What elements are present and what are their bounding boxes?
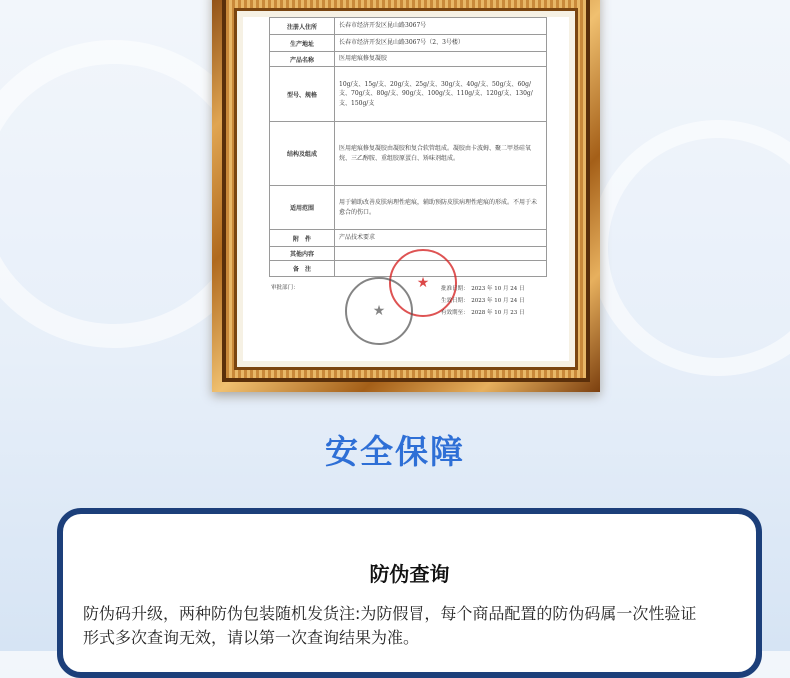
certificate-frame: [212, 0, 600, 392]
row-value: 10g/支、15g/支、20g/支、25g/支、30g/支、40g/支、50g/支、60g/支、70g/支、80g/支、90g/支、100g/支、110g/支、120g/支、130g/支、150g/支: [335, 67, 547, 122]
background-swirl: [590, 120, 790, 376]
row-label: 备 注: [270, 261, 335, 277]
row-label: 注册人住所: [270, 18, 335, 35]
table-row: [270, 67, 547, 122]
row-value: 医用疤痕修复凝胶: [335, 52, 547, 67]
card-body: 防伪码升级，两种防伪包装随机发货注:为防假冒，每个商品配置的防伪码属一次性验证形式多次查询无效，请以第一次查询结果为准。: [83, 604, 697, 647]
row-value: 长春市经济开发区昆山路3067号（2、3号楼）: [335, 35, 547, 52]
anti-counterfeit-card: [57, 508, 762, 678]
section-title: 安全保障: [325, 432, 465, 471]
certificate-paper: [243, 17, 569, 361]
table-row: [270, 186, 547, 230]
table-row: [270, 122, 547, 186]
table-row: [270, 230, 547, 247]
row-label: 附 件: [270, 230, 335, 247]
row-label: 生产地址: [270, 35, 335, 52]
frame-mat: [234, 8, 578, 370]
table-row: [270, 35, 547, 52]
certificate-table: [269, 17, 547, 277]
audit-label: 审批部门：: [271, 285, 299, 291]
red-seal-icon: ★: [389, 249, 457, 317]
row-label: 其他内容: [270, 247, 335, 261]
table-row: [270, 52, 547, 67]
card-title: 防伪查询: [369, 562, 450, 586]
row-value: 产品技术要求: [335, 230, 547, 247]
frame-ornament: [222, 0, 590, 382]
row-value: 用于辅助改善皮肤病理性疤痕，辅助预防皮肤病理性疤痕的形成。不用于未愈合的伤口。: [335, 186, 547, 230]
certificate-dates: [441, 283, 525, 319]
row-label: 型号、规格: [270, 67, 335, 122]
round-seal-icon: ★: [345, 277, 413, 345]
row-value: 长春市经济开发区昆山路3067号: [335, 18, 547, 35]
approved-date: 批准日期： 2023 年 10 月 24 日: [441, 286, 525, 292]
row-label: 适用范围: [270, 186, 335, 230]
row-label: 产品名称: [270, 52, 335, 67]
table-row: [270, 18, 547, 35]
row-label: 结构及组成: [270, 122, 335, 186]
certificate-footer: [269, 277, 547, 357]
effective-date: 生效日期： 2023 年 10 月 24 日: [441, 298, 525, 304]
expiry-date: 有效期至： 2028 年 10 月 23 日: [441, 310, 525, 316]
row-value: 医用疤痕修复凝胶由凝胶和复合软管组成。凝胶由卡波姆、聚二甲基硅氧烷、三乙醇胺、重组胶原蛋白、矫味剂组成。: [335, 122, 547, 186]
